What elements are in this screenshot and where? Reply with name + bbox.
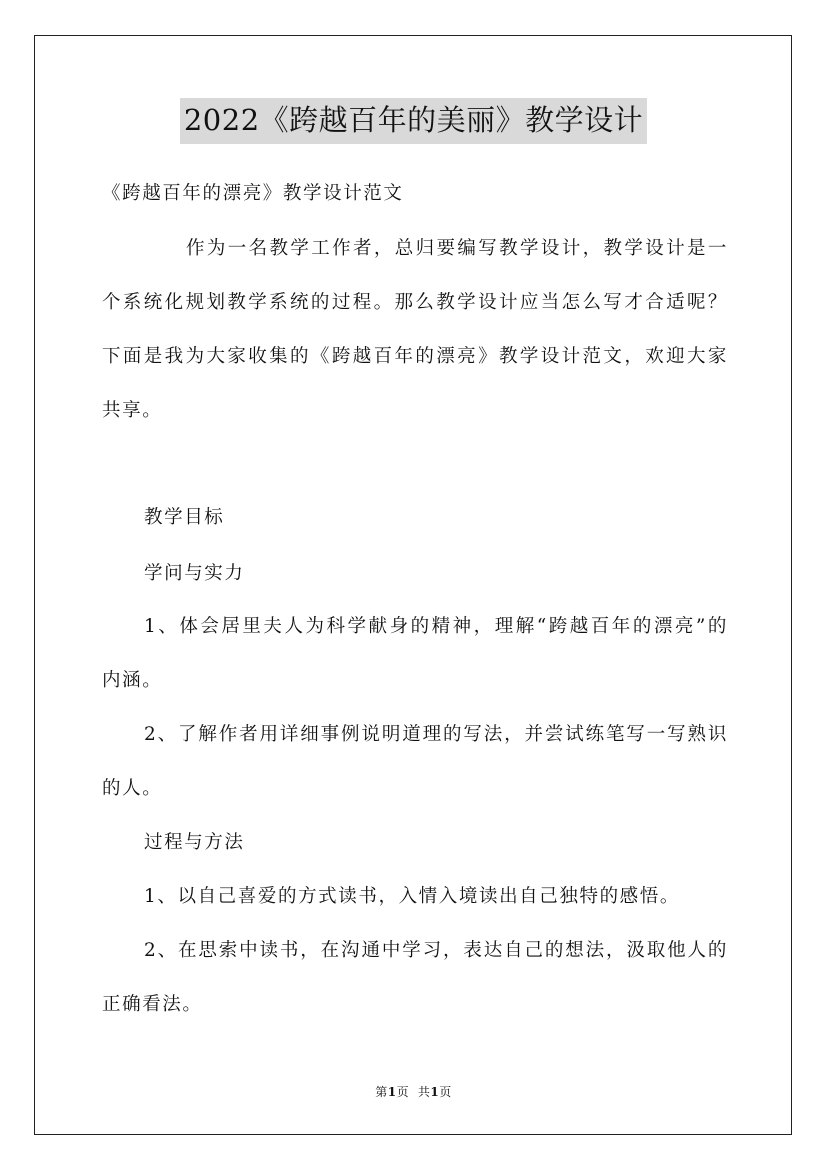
subheading-knowledge: 学问与实力	[144, 563, 245, 584]
intro-line-4: 共享。	[102, 400, 163, 421]
process-item-1: 1、以自己喜爱的方式读书，入情入境读出自己独特的感悟。	[144, 886, 680, 907]
footer-total-number: 1	[430, 1085, 440, 1099]
footer-total-suffix: 页	[439, 1085, 452, 1099]
footer-page-suffix: 页	[396, 1085, 410, 1099]
process-item-2-line-1: 2、在思索中读书，在沟通中学习，表达自己的想法，汲取他人的	[144, 940, 728, 961]
knowledge-item-1-line-2: 内涵。	[102, 670, 163, 691]
intro-line-3: 下面是我为大家收集的《跨越百年的漂亮》教学设计范文，欢迎大家	[102, 346, 728, 367]
intro-line-1: 作为一名教学工作者，总归要编写教学设计，教学设计是一	[186, 238, 728, 259]
footer-total-prefix: 共	[417, 1085, 431, 1099]
knowledge-item-2-line-2: 的人。	[102, 778, 163, 799]
intro-line-2: 个系统化规划教学系统的过程。那么教学设计应当怎么写才合适呢？	[102, 292, 728, 313]
title-container	[0, 98, 827, 144]
document-title: 2022《跨越百年的美丽》教学设计	[180, 98, 647, 144]
process-item-2-line-2: 正确看法。	[102, 994, 203, 1015]
knowledge-item-1-line-1: 1、体会居里夫人为科学献身的精神，理解“跨越百年的漂亮”的	[144, 616, 728, 637]
page-footer	[0, 1085, 827, 1099]
section-heading-goals: 教学目标	[144, 507, 225, 528]
subtitle: 《跨越百年的漂亮》教学设计范文	[102, 183, 404, 204]
subheading-process: 过程与方法	[144, 832, 245, 853]
footer-page-number: 1	[387, 1085, 397, 1099]
footer-page-prefix: 第	[375, 1085, 388, 1099]
knowledge-item-2-line-1: 2、了解作者用详细事例说明道理的写法，并尝试练笔写一写熟识	[144, 724, 728, 745]
